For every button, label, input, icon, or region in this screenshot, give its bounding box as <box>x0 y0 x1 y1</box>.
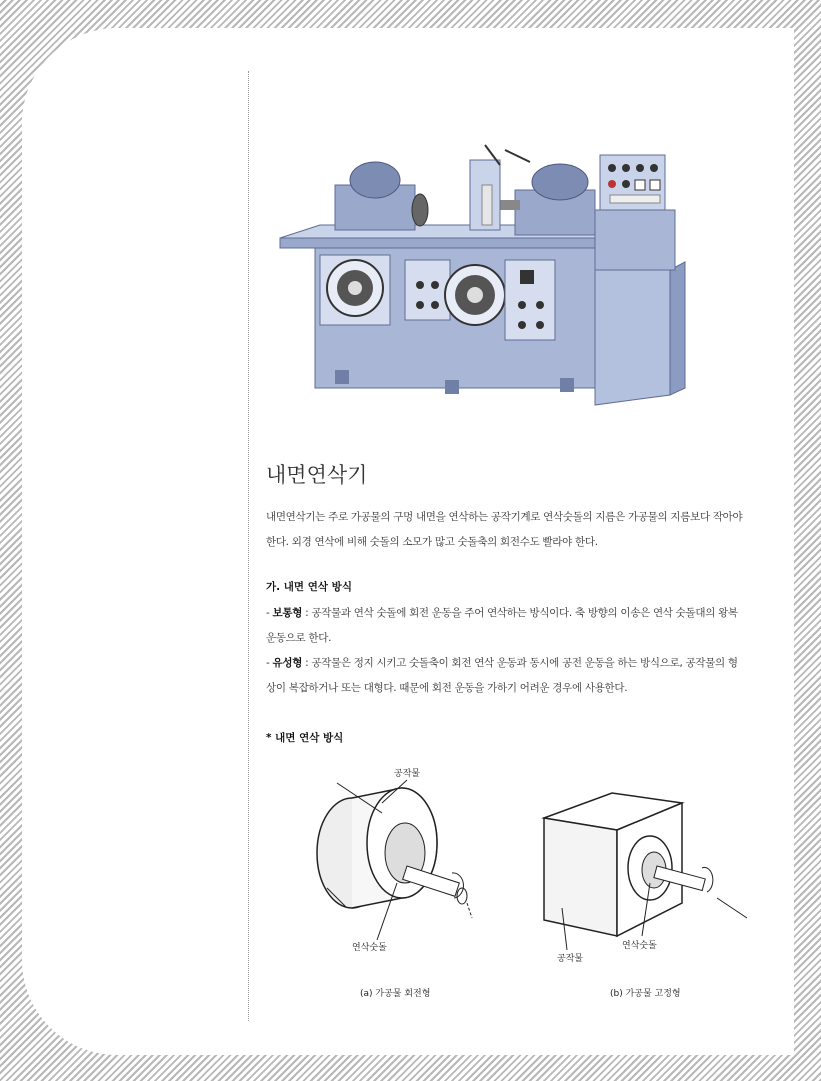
section-body <box>266 601 746 701</box>
term-planetary: 유성형 <box>272 657 303 669</box>
caption-a: (a) 가공물 회전형 <box>360 989 431 999</box>
bullet-dash: - <box>266 607 273 619</box>
desc-normal: : 공작물과 연삭 숫돌에 회전 운동을 주어 연삭하는 방식이다. 축 방향의 이송은 연삭 숫돌대의 왕복운동으로 한다. <box>266 607 738 644</box>
page-panel <box>22 28 794 1055</box>
term-normal: 보통형 <box>272 607 303 619</box>
internal-grinder-machine-image <box>260 120 690 430</box>
label-a-wheel: 연삭숫돌 <box>352 943 387 953</box>
intro-paragraph: 내면연삭기는 주로 가공물의 구멍 내면을 연삭하는 공작기계로 연삭숫돌의 지름은 가공물의 지름보다 작아야한다. 외경 연삭에 비해 숫돌의 소모가 많고 숫돌축의 회전수도 빨라야 한다. <box>266 511 743 548</box>
section-title: 가. 내면 연삭 방식 <box>266 581 352 593</box>
figure-a <box>317 767 472 999</box>
method-planetary <box>266 651 746 701</box>
label-b-wheel: 연삭숫돌 <box>622 941 657 951</box>
grinding-method-figure <box>282 758 752 1008</box>
figure-title: * 내면 연삭 방식 <box>266 732 344 744</box>
desc-planetary: : 공작물은 정지 시키고 숫돌축이 회전 연삭 운동과 동시에 공전 운동을 하는 방식으로, 공작물의 형상이 복잡하거나 또는 대형다. 때문에 회전 운동을 가하기 어려운 경우에 사용한다. <box>266 657 738 694</box>
page-title: 내면연삭기 <box>266 463 368 487</box>
label-a-workpiece: 공작물 <box>394 769 421 779</box>
caption-b: (b) 가공물 고정형 <box>610 989 681 999</box>
label-b-workpiece: 공작물 <box>557 954 584 964</box>
dotted-divider <box>248 71 249 1021</box>
method-normal <box>266 601 746 651</box>
bullet-dash: - <box>266 657 273 669</box>
figure-b <box>544 793 747 999</box>
